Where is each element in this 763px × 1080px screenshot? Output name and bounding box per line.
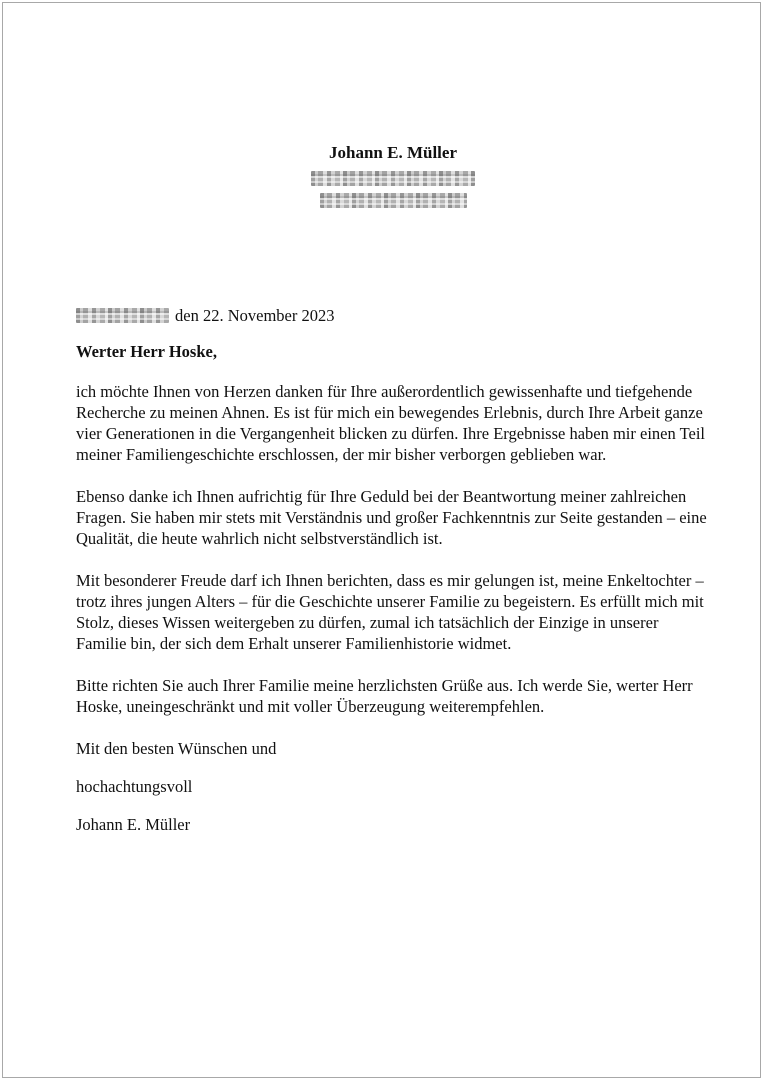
date-text: den 22. November 2023 xyxy=(175,306,335,325)
redacted-address-line-2 xyxy=(320,193,467,208)
paragraph-3: Mit besonderer Freude darf ich Ihnen berichten, dass es mir gelungen ist, meine Enkeltochter – trotz ihres jungen Alters – für die Geschichte unserer Familie zu begeistern. Es erfüllt mich mit Stolz, dieses Wissen weitergeben zu dürfen, zumal ich tatsächlich der Einzige in unserer Familie bin, der sich dem Erhalt unserer Familienhistorie widmet. xyxy=(76,571,704,653)
dateline xyxy=(76,305,710,326)
salutation: Werter Herr Hoske, xyxy=(76,342,217,361)
redacted-address-line-1 xyxy=(311,171,475,186)
letter-page xyxy=(2,2,761,1078)
signature-name: Johann E. Müller xyxy=(76,815,191,834)
letter-content xyxy=(3,3,760,835)
closing-line-1: Mit den besten Wünschen und xyxy=(76,739,277,758)
sender-address-line-2-wrap xyxy=(76,193,710,208)
redacted-place xyxy=(76,308,169,323)
sender-address-line-1-wrap xyxy=(76,171,710,186)
sender-block xyxy=(76,3,710,208)
sender-name: Johann E. Müller xyxy=(329,143,457,162)
paragraph-4: Bitte richten Sie auch Ihrer Familie meine herzlichsten Grüße aus. Ich werde Sie, werter Herr Hoske, uneingeschränkt und mit voller Überzeugung weiterempfehlen. xyxy=(76,676,693,716)
paragraph-1: ich möchte Ihnen von Herzen danken für Ihre außerordentlich gewissenhafte und tiefgehende Recherche zu meinen Ahnen. Es ist für mich ein bewegendes Erlebnis, durch Ihre Arbeit ganze vier Generationen in die Vergangenheit blicken zu dürfen. Ihre Ergebnisse haben mir einen Teil meiner Familiengeschichte erschlossen, der mir bisher verborgen geblieben war. xyxy=(76,382,705,464)
closing-line-2: hochachtungsvoll xyxy=(76,777,193,796)
paragraph-2: Ebenso danke ich Ihnen aufrichtig für Ihre Geduld bei der Beantwortung meiner zahlreichen Fragen. Sie haben mir stets mit Verständnis und großer Fachkenntnis zur Seite gestanden – eine Qualität, die heute wahrlich nicht selbstverständlich ist. xyxy=(76,487,707,548)
